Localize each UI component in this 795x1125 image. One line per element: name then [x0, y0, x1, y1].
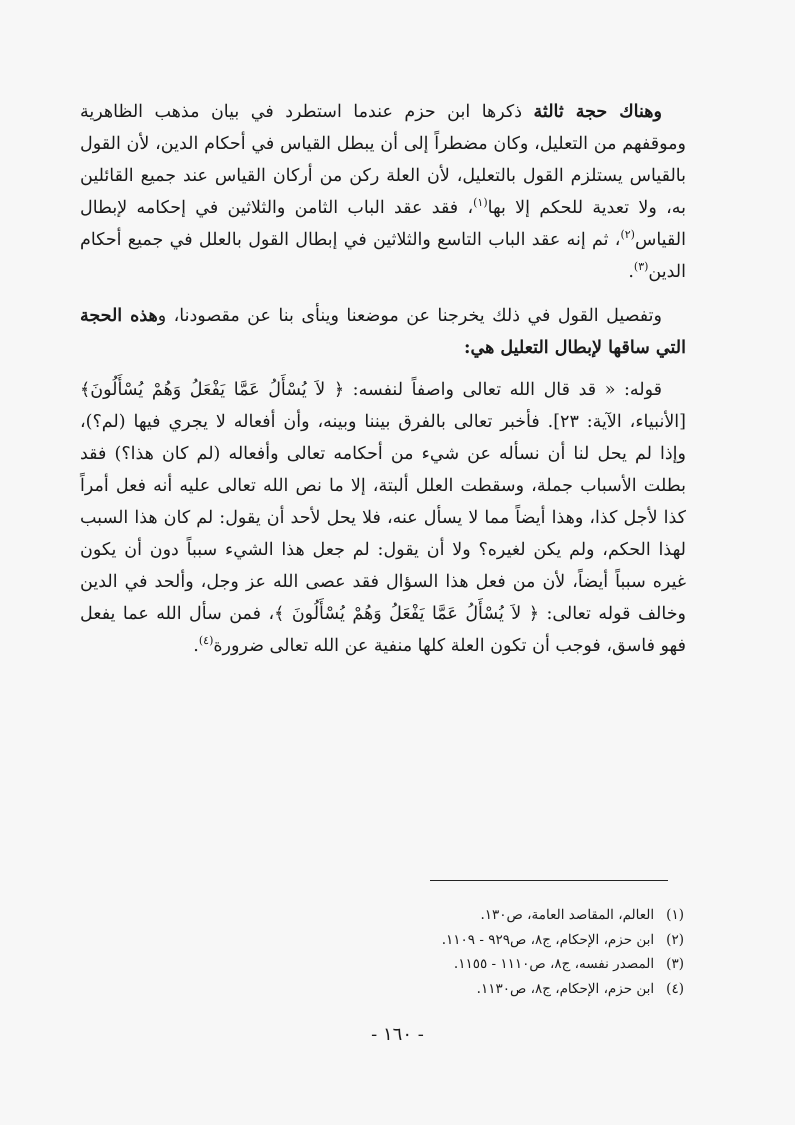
- paragraph-details: [80, 300, 686, 364]
- paragraph-text: ، فمن سأل الله عما يفعل فهو فاسق، فوجب أن تكون العلة كلها منفية عن الله تعالى ضرورة: [80, 604, 686, 656]
- paragraph-text: قوله: « قد قال الله تعالى واصفاً لنفسه:: [344, 380, 662, 400]
- main-text: [80, 96, 686, 674]
- footnote-text: العالم، المقاصد العامة، ص١٣٠.: [480, 907, 655, 923]
- page-number: - ١٦٠ -: [371, 1024, 424, 1045]
- paragraph-text: ، فقد عقد الباب الثامن والثلاثين في إحكامه لإبطال القياس: [80, 198, 686, 250]
- footnotes-list: [300, 903, 684, 1001]
- quran-verse: ﴿ لاَ يُسْأَلُ عَمَّا يَفْعَلُ وَهُمْ يُسْأَلُونَ ﴾: [274, 604, 539, 624]
- footnote-ref-4[interactable]: (٤): [198, 634, 214, 648]
- footnote-text: المصدر نفسه، ج٨، ص١١١٠ - ١١٥٥.: [453, 956, 655, 972]
- footnote-item: [300, 903, 684, 928]
- footnote-item: [300, 952, 684, 977]
- footnote-number: (١): [666, 907, 684, 923]
- paragraph-text: ، ثم إنه عقد الباب التاسع والثلاثين في إبطال القول بالعلل في جميع أحكام الدين: [80, 230, 686, 282]
- footnote-number: (٤): [666, 980, 684, 997]
- paragraph-text: [الأنبياء، الآية: ٢٣]. فأخبر تعالى بالفرق بيننا وبينه، وأن أفعاله لا يجري فيها (لم؟)، وإذا لم يحل لنا أن نسأله عن شيء من أحكامه تعالى وأفعاله (لم كان هذا؟) فقد بطلت الأسباب جملة، وسقطت العلل ألبتة، إلا ما نص الله تعالى عليه أنه فعل أمراً كذا لأجل كذا، وهذا أيضاً مما لا يسأل عنه، فلا يحل لأحد أن يقول: لم كان هذا السبب لهذا الحكم، ولم يكن لغيره؟ ولا أن يقول: لم جعل هذا الشيء سبباً دون أن يكون غيره سبباً أيضاً، لأن من فعل هذا السؤال فقد عصى الله عز وجل، وألحد في الدين وخالف قوله تعالى:: [80, 412, 686, 624]
- footnote-text: ابن حزم، الإحكام، ج٨، ص١١٣٠.: [476, 980, 655, 997]
- footnote-ref-3[interactable]: (٣): [633, 260, 649, 274]
- paragraph-third-argument: [80, 96, 686, 288]
- paragraph-text: .: [628, 262, 634, 282]
- footnote-item: [300, 928, 684, 953]
- footnote-item: [300, 977, 684, 1002]
- paragraph-bold-heading: هذه الحجة التي ساقها لإبطال التعليل هي:: [80, 306, 686, 358]
- footnote-divider: [430, 880, 668, 881]
- footnote-number: (٢): [666, 931, 684, 948]
- footnote-ref-1[interactable]: (١): [473, 196, 488, 210]
- paragraph-text: ذكرها ابن حزم عندما استطرد في بيان مذهب الظاهرية وموقفهم من التعليل، وكان مضطراً إلى أن يبطل القياس في أحكام الدين، لأن القول بالقياس يستلزم القول بالتعليل، لأن العلة ركن من أركان القياس عند جميع القائلين به، ولا تعدية للحكم إلا بها: [80, 102, 686, 218]
- footnote-number: (٣): [666, 956, 684, 972]
- paragraph-lead-bold: وهناك حجة ثالثة: [533, 102, 662, 122]
- quran-verse: ﴿ لاَ يُسْأَلُ عَمَّا يَفْعَلُ وَهُمْ يُسْأَلُونَ﴾: [80, 380, 345, 400]
- footnote-text: ابن حزم، الإحكام، ج٨، ص٩٢٩ - ١١٠٩.: [441, 931, 655, 948]
- paragraph-text: .: [193, 636, 199, 656]
- footnote-ref-2[interactable]: (٢): [620, 228, 635, 242]
- paragraph-text: وتفصيل القول في ذلك يخرجنا عن موضعنا وينأى بنا عن مقصودنا، و: [157, 306, 662, 326]
- paragraph-quote: [80, 374, 686, 662]
